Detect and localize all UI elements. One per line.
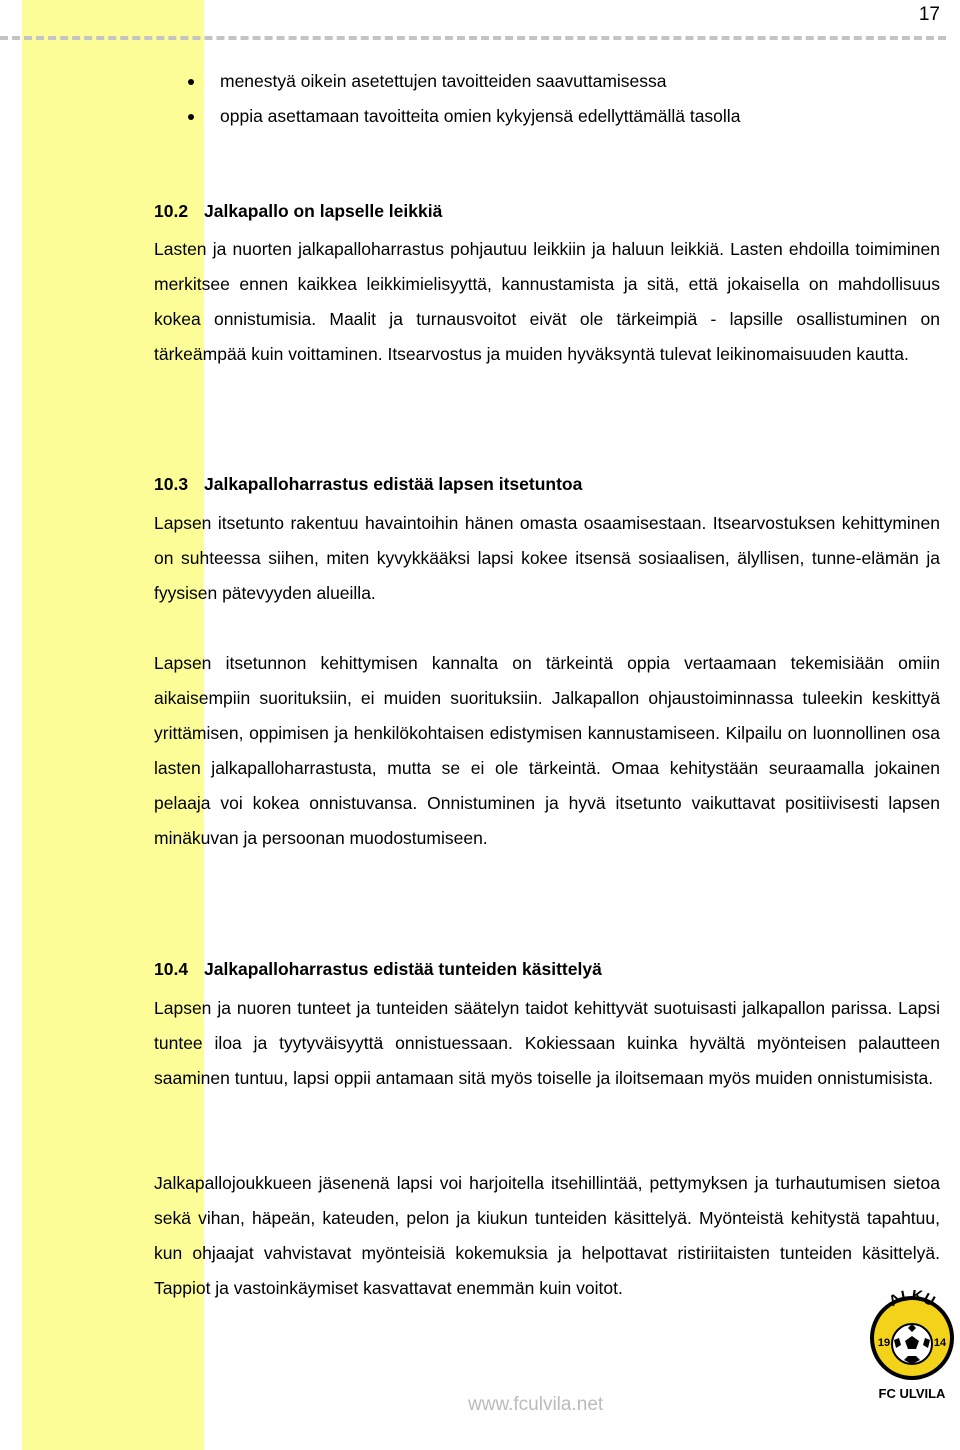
logo-arc-text: ALKU bbox=[886, 1290, 938, 1311]
logo-club-name: FC ULVILA bbox=[878, 1386, 946, 1401]
header-rule bbox=[0, 36, 946, 40]
paragraph: Lapsen itsetunnon kehittymisen kannalta on tärkeintä oppia vertaamaan tekemisiään omiin aikaisempiin suorituksiin, ei muiden suorituksiin. Jalkapallon ohjaustoiminnassa tuleekin keskittyä yrittämisen, oppimisen ja henkilökohtaisen edistymisen kannustamiseen. Kilpailu on luonnollinen osa lasten jalkapalloharrastusta, mutta se ei ole tärkeintä. Omaa kehitystään seuraamalla jokainen pelaaja voi kokea onnistuvansa. Onnistuminen ja hyvä itsetunto vaikuttavat positiivisesti lapsen minäkuvan ja persoonan muodostumiseen. bbox=[154, 653, 940, 848]
paragraph: Lapsen ja nuoren tunteet ja tunteiden säätelyn taidot kehittyvät suotuisasti jalkapallon parissa. Lapsi tuntee iloa ja tyytyväisyyttä onnistuessaan. Kokiessaan kuinka hyvältä myönteisen palautteen saaminen tuntuu, lapsi oppii antamaan sitä myös toiselle ja iloitsemaan myös muiden onnistumisista. bbox=[154, 998, 940, 1088]
section-title: Jalkapalloharrastus edistää tunteiden käsittelyä bbox=[204, 959, 602, 979]
logo-year-right: 14 bbox=[933, 1337, 947, 1349]
bullet-list bbox=[180, 64, 900, 134]
bullet-item: oppia asettamaan tavoitteita omien kykyjensä edellyttämällä tasolla bbox=[180, 99, 900, 134]
paragraph: Jalkapallojoukkueen jäsenenä lapsi voi harjoitella itsehillintää, pettymyksen ja turhautumisen sietoa sekä vihan, häpeän, kateuden, pelon ja kiukun tunteiden käsittelyä. Myönteistä kehitystä tapahtuu, kun ohjaajat vahvistavat myönteisiä kokemuksia ja helpottavat ristiriitaisten tunteiden käsittelyä. Tappiot ja vastoinkäymiset kasvattavat enemmän kuin voitot. bbox=[154, 1173, 940, 1298]
page-number: 17 bbox=[918, 4, 940, 25]
section-heading-10-4 bbox=[154, 958, 602, 980]
section-number: 10.2 bbox=[154, 201, 189, 221]
section-title: Jalkapallo on lapselle leikkiä bbox=[204, 201, 443, 221]
section-heading-10-2 bbox=[154, 200, 442, 222]
club-logo bbox=[866, 1290, 958, 1402]
paragraph: Lapsen itsetunto rakentuu havaintoihin hänen omasta osaamisestaan. Itsearvostuksen kehittyminen on suhteessa siihen, miten kyvykkääksi lapsi kokee itsensä sosiaalisen, älyllisen, tunne-elämän ja fyysisen pätevyyden alueilla. bbox=[154, 513, 940, 603]
paragraph: Lasten ja nuorten jalkapalloharrastus pohjautuu leikkiin ja haluun leikkiä. Lasten ehdoilla toimiminen merkitsee ennen kaikkea leikkimielisyyttä, kannustamista ja sitä, että jokaisella on mahdollisuus kokea onnistumisia. Maalit ja turnausvoitot eivät ole tärkeimpiä - lapsille osallistuminen on tärkeämpää kuin voittaminen. Itsearvostus ja muiden hyväksyntä tulevat leikinomaisuuden kautta. bbox=[154, 239, 940, 364]
bullet-item: menestyä oikein asetettujen tavoitteiden saavuttamisessa bbox=[180, 64, 900, 99]
section-number: 10.3 bbox=[154, 474, 189, 494]
section-title: Jalkapalloharrastus edistää lapsen itsetuntoa bbox=[204, 474, 583, 494]
section-number: 10.4 bbox=[154, 959, 189, 979]
footer-url: www.fculvila.net bbox=[468, 1394, 604, 1415]
logo-year-left: 19 bbox=[877, 1337, 891, 1349]
section-heading-10-3 bbox=[154, 473, 582, 495]
